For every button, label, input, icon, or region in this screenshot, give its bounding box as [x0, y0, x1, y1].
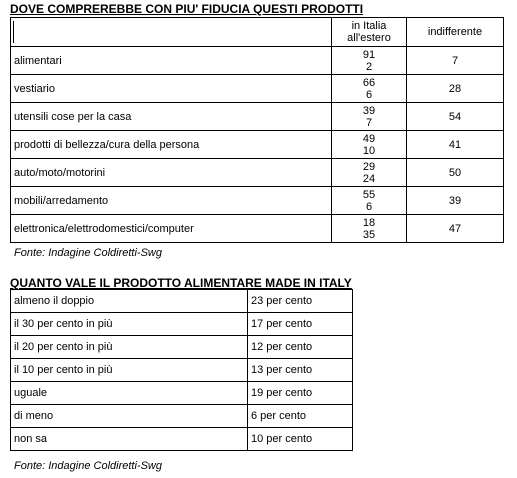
row-indifferente: 47: [407, 215, 504, 243]
table-row: [11, 187, 504, 215]
header-italia-estero: [332, 18, 407, 47]
row-value: 6 per cento: [248, 405, 353, 428]
row-label: prodotti di bellezza/cura della persona: [11, 131, 332, 159]
table2-source: Fonte: Indagine Coldiretti-Swg: [14, 460, 162, 472]
row-indifferente: 41: [407, 131, 504, 159]
value-table: [10, 289, 353, 451]
table-row: [11, 359, 353, 382]
row-italia-estero: 39 7: [332, 103, 407, 131]
header-all-estero: all'estero: [347, 32, 391, 44]
row-italia-estero: 18 35: [332, 215, 407, 243]
row-label: auto/moto/motorini: [11, 159, 332, 187]
row-italia-estero: 49 10: [332, 131, 407, 159]
table-row: [11, 405, 353, 428]
row-italia-estero: 55 6: [332, 187, 407, 215]
row-value: 23 per cento: [248, 290, 353, 313]
row-value: 19 per cento: [248, 382, 353, 405]
row-indifferente: 7: [407, 47, 504, 75]
table2-title: QUANTO VALE IL PRODOTTO ALIMENTARE MADE IN ITALY: [10, 276, 352, 290]
table-header-row: [11, 18, 504, 47]
row-label: uguale: [11, 382, 248, 405]
row-label: almeno il doppio: [11, 290, 248, 313]
row-italia-estero: 66 6: [332, 75, 407, 103]
row-label: elettronica/elettrodomestici/computer: [11, 215, 332, 243]
row-indifferente: 50: [407, 159, 504, 187]
row-value: 13 per cento: [248, 359, 353, 382]
row-italia-estero: 91 2: [332, 47, 407, 75]
row-indifferente: 28: [407, 75, 504, 103]
table-row: [11, 47, 504, 75]
table-row: [11, 290, 353, 313]
table-row: [11, 428, 353, 451]
row-indifferente: 54: [407, 103, 504, 131]
table1-source: Fonte: Indagine Coldiretti-Swg: [14, 247, 162, 259]
row-label: il 10 per cento in più: [11, 359, 248, 382]
table-row: [11, 75, 504, 103]
row-value: 10 per cento: [248, 428, 353, 451]
header-empty-cell: [11, 18, 332, 47]
table-row: [11, 336, 353, 359]
row-label: il 20 per cento in più: [11, 336, 248, 359]
row-indifferente: 39: [407, 187, 504, 215]
table-row: [11, 313, 353, 336]
row-label: alimentari: [11, 47, 332, 75]
table-row: [11, 215, 504, 243]
header-indifferente: indifferente: [407, 18, 504, 47]
table-row: [11, 382, 353, 405]
table1-title: DOVE COMPREREBBE CON PIU' FIDUCIA QUESTI PRODOTTI: [10, 2, 364, 16]
trust-table: [10, 17, 504, 243]
row-italia-estero: 29 24: [332, 159, 407, 187]
row-label: il 30 per cento in più: [11, 313, 248, 336]
row-label: vestiario: [11, 75, 332, 103]
row-label: mobili/arredamento: [11, 187, 332, 215]
row-label: di meno: [11, 405, 248, 428]
table-row: [11, 159, 504, 187]
table-row: [11, 103, 504, 131]
row-label: non sa: [11, 428, 248, 451]
header-in-italia: in Italia: [351, 20, 387, 32]
row-value: 17 per cento: [248, 313, 353, 336]
row-value: 12 per cento: [248, 336, 353, 359]
row-label: utensili cose per la casa: [11, 103, 332, 131]
table-row: [11, 131, 504, 159]
